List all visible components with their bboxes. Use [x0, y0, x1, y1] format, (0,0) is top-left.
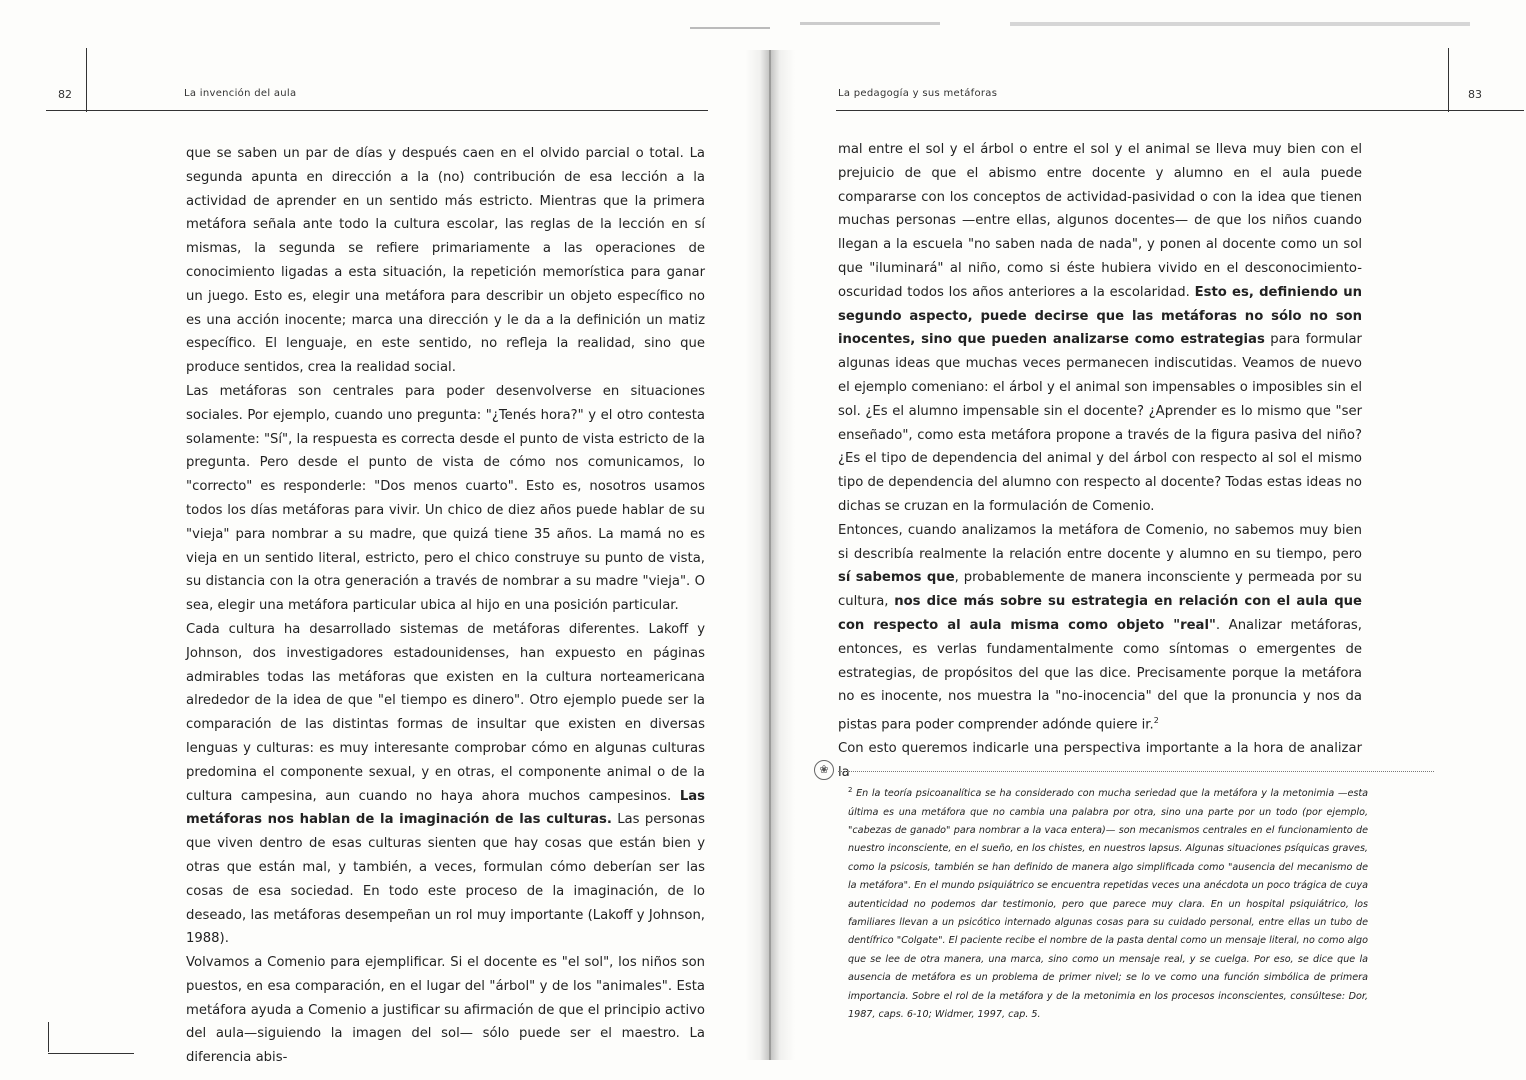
left-page	[0, 0, 760, 1080]
bold-phrase: Esto es, definiendo un segundo aspecto, puede decirse que las metáforas no sólo no son inocentes, sino que pueden analizarse como estrategias	[838, 284, 1362, 348]
paragraph: que se saben un par de días y después caen en el olvido parcial o total. La segunda apunta en dirección a la (no) contribución de esa lección a la actividad de aprender en un sentido más estricto. Mientras que la primera metáfora señala ante todo la cultura escolar, las reglas de la lección en sí mismas, la segunda se refiere primariamente a las operaciones de conocimiento ligadas a esta situación, la repetición memorística para ganar un juego. Esto es, elegir una metáfora para describir un objeto específico no es una acción inocente; marca una dirección y le da a la definición un matiz específico. El lenguaje, en este sentido, no refleja la realidad, sino que produce sentidos, crea la realidad social.	[186, 146, 705, 376]
running-head: La invención del aula	[184, 88, 297, 99]
bold-phrase: sí sabemos que	[838, 570, 955, 586]
footnote-number: 2	[848, 786, 853, 794]
bold-phrase: Las metáforas nos hablan de la imaginación de las culturas.	[186, 788, 705, 828]
paragraph	[186, 618, 705, 951]
paragraph: Volvamos a Comenio para ejemplificar. Si el docente es "el sol", los niños son puestos, en esa comparación, en el lugar del "árbol" y de los "animales". Esta metáfora ayuda a Comenio a justificar su afirmación de que el principio activo del aula—siguiendo la imagen del sol— sólo puede ser el maestro. La diferencia abis-	[186, 955, 705, 1066]
footnote-rule	[838, 771, 1434, 772]
header-vertical-rule	[86, 48, 87, 112]
footnote-reference: 2	[1153, 716, 1159, 726]
paragraph: Con esto queremos indicarle una perspectiva importante a la hora de analizar la	[838, 741, 1362, 781]
header-vertical-rule	[1448, 48, 1449, 112]
paragraph-text: mal entre el sol y el árbol o entre el sol y el animal se lleva muy bien con el prejuicio de que el abismo entre docente y alumno en el aula puede compararse con los conceptos de actividad-pasividad o con la idea que tienen muchas personas —entre ellas, algunos docentes— de que los niños cuando llegan a la escuela "no saben nada de nada", y ponen al docente como un sol que "iluminará" al niño, como si éste hubiera vivido en el desconocimiento-oscuridad todos los años anteriores a la escolaridad.	[838, 142, 1362, 300]
right-page	[790, 0, 1526, 1080]
corner-mark	[48, 1022, 49, 1052]
paragraph	[838, 519, 1362, 738]
paragraph-text: Entonces, cuando analizamos la metáfora de Comenio, no sabemos muy bien si describía realmente la relación entre docente y alumno en su tiempo, pero	[838, 522, 1362, 562]
paragraph-text: Las personas que viven dentro de esas culturas sienten que hay cosas que están bien y otras que están mal, y también, a veces, formulan cómo deberían ser las cosas de esa sociedad. En todo este proceso de la imaginación, de lo deseado, las metáforas desempeñan un rol muy importante (Lakoff y Johnson, 1988).	[186, 812, 705, 947]
footnote-text: En la teoría psicoanalítica se ha considerado con mucha seriedad que la metáfora y la metonimia —esta última es una metáfora que no cambia una palabra por otra, sino una parte por un todo (por ejemplo, "cabezas de ganado" para nombrar a la vaca entera)— son mecanismos centrales en el funcionamiento de nuestro inconsciente, en el sueño, en los chistes, en nuestros lapsus. Algunas situaciones psíquicas graves, como la psicosis, también se han definido de manera algo simplificada como "ausencia del mecanismo de la metáfora". En el mundo psiquiátrico se encuentra repetidas veces una anécdota un poco trágica de cuya autenticidad no podemos dar testimonio, pero que parece muy clara. En un hospital psiquiátrico, los familiares llevan a un psicótico internado algunas cosas para su cuidado personal, entre ellas un tubo de dentífrico "Colgate". El paciente recibe el nombre de la pasta dental como un mensaje literal, no como algo que se lee de otra manera, una marca, sino como un mensaje real, y se cuelga. Por eso, se dice que la ausencia de metáfora es un problema de primer nivel; se lo ve como una función simbólica de primera importancia. Sobre el rol de la metáfora y de la metonimia en los procesos inconscientes, consúltese: Dor, 1987, caps. 6-10; Widmer, 1997, cap. 5.	[848, 788, 1368, 1021]
page-number: 82	[58, 88, 72, 101]
bold-phrase: nos dice más sobre su estrategia en relación con el aula que con respecto al aula misma como objeto "real"	[838, 594, 1362, 633]
paragraph-text: . Analizar metáforas, entonces, es verlas fundamentalmente como síntomas o emergentes de estrategias, de propósitos del que las dice. Precisamente porque la metáfora no es inocente, nos muestra la "no-inocencia" del que la pronuncia y nos da pistas para poder comprender adónde quiere ir.	[838, 617, 1362, 733]
corner-mark-rule	[48, 1053, 134, 1054]
paragraph: Las metáforas son centrales para poder desenvolverse en situaciones sociales. Por ejemplo, cuando uno pregunta: "¿Tenés hora?" y el otro contesta solamente: "Sí", la respuesta es correcta desde el punto de vista estricto de la pregunta. Pero desde el punto de vista de cómo nos comunicamos, lo "correcto" es responderle: "Dos menos cuarto". Esto es, nosotros usamos todos los días metáforas para vivir. Un chico de diez años puede hablar de su "vieja" para nombrar a su madre, que quizá tiene 35 años. La mamá no es vieja en un sentido literal, estricto, pero el chico construye su punto de vista, su distancia con la otra generación a través de nombrar a su madre "vieja". O sea, elegir una metáfora particular ubica al hijo en una posición particular.	[186, 383, 705, 614]
left-body-text	[186, 142, 705, 1070]
header-rule	[46, 110, 708, 111]
paragraph-text: Cada cultura ha desarrollado sistemas de metáforas diferentes. Lakoff y Johnson, dos investigadores estadounidenses, han expuesto en páginas admirables todas las metáforas que existen en la cultura norteamericana alrededor de la idea de que "el tiempo es dinero". Otro ejemplo puede ser la comparación de las distintas formas de insultar que existen en diversas lenguas y culturas: es muy interesante comprobar cómo en algunas culturas predomina el componente sexual, y en otras, el componente animal o de la cultura campesina, aun cuando no haya ahora muchos campesinos.	[186, 621, 705, 804]
header-rule	[836, 110, 1524, 111]
paragraph	[838, 138, 1362, 519]
running-head: La pedagogía y sus metáforas	[838, 88, 998, 99]
page-number: 83	[1468, 88, 1482, 101]
paragraph-text: para formular algunas ideas que muchas veces permanecen indiscutidas. Veamos de nuevo el ejemplo comeniano: el árbol y el animal son impensables o imposibles sin el sol. ¿Es el alumno impensable sin el docente? ¿Aprender es lo mismo que "ser enseñado", como esta metáfora propone a través de la figura pasiva del niño? ¿Es el tipo de dependencia del animal y del árbol con respecto al sol el mismo tipo de dependencia del alumno con respecto al docente? Todas estas ideas no dichas se cruzan en la formulación de Comenio.	[838, 332, 1362, 514]
right-body-text	[838, 138, 1362, 785]
ornament-icon: ❀	[814, 760, 834, 780]
footnote	[848, 781, 1368, 1024]
paragraph-text: , probablemente de manera inconsciente y permeada por su cultura,	[838, 570, 1362, 610]
